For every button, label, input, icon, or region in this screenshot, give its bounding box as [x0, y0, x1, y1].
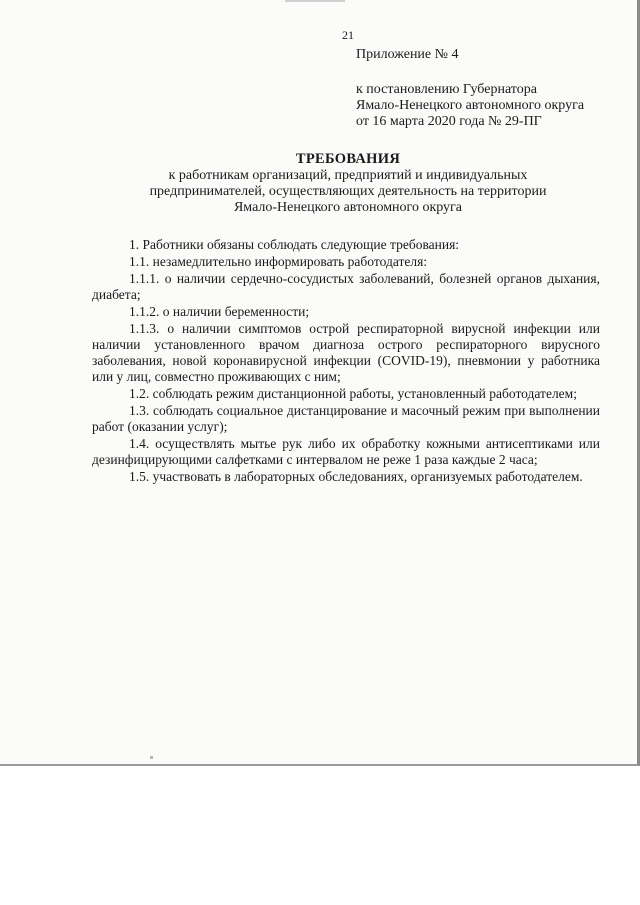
requirement-paragraph: 1.1.1. о наличии сердечно-сосудистых заболеваний, болезней органов дыхания, диабета; — [92, 271, 600, 303]
page-number: 21 — [342, 28, 354, 42]
scan-artifact — [150, 756, 153, 759]
heading-title: ТРЕБОВАНИЯ — [295, 151, 401, 167]
decree-line: Ямало-Ненецкого автономного округа — [356, 98, 585, 113]
requirement-paragraph: 1.2. соблюдать режим дистанционной работы, установленный работодателем; — [129, 386, 577, 402]
document-heading — [100, 150, 596, 216]
requirement-paragraph: 1.1. незамедлительно информировать работодателя: — [129, 254, 428, 270]
requirement-paragraph: 1. Работники обязаны соблюдать следующие требования: — [129, 237, 460, 252]
requirement-paragraph: 1.1.2. о наличии беременности; — [129, 304, 310, 320]
decree-reference — [356, 82, 584, 130]
requirement-paragraph: 1.4. осуществлять мытье рук либо их обработку кожными антисептиками или дезинфицирующими салфетками с интервалом не реже 1 раза каждые 2 часа; — [92, 436, 600, 468]
requirement-paragraph: 1.1.3. о наличии симптомов острой респираторной вирусной инфекции или наличии установленного врачом диагноза острого респираторного вирусного заболевания, новой коронавирусной инфекции (COVID-19), пневмонии у работника или у лиц, совместно проживающих с ним; — [92, 321, 600, 384]
requirement-paragraph: 1.3. соблюдать социальное дистанцирование и масочный режим при выполнении работ (оказании услуг); — [92, 403, 600, 435]
scan-artifact — [285, 0, 345, 2]
requirement-paragraph: 1.5. участвовать в лабораторных обследованиях, организуемых работодателем. — [129, 469, 583, 485]
requirements-body — [92, 237, 600, 486]
heading-subtitle-line: предпринимателей, осуществляющих деятельность на территории — [149, 184, 547, 199]
decree-line: от 16 марта 2020 года № 29-ПГ — [356, 114, 542, 129]
decree-line: к постановлению Губернатора — [356, 82, 537, 97]
appendix-title: Приложение № 4 — [356, 47, 459, 62]
heading-subtitle-line: Ямало-Ненецкого автономного округа — [233, 200, 463, 215]
heading-subtitle-line: к работникам организаций, предприятий и индивидуальных — [168, 168, 528, 183]
